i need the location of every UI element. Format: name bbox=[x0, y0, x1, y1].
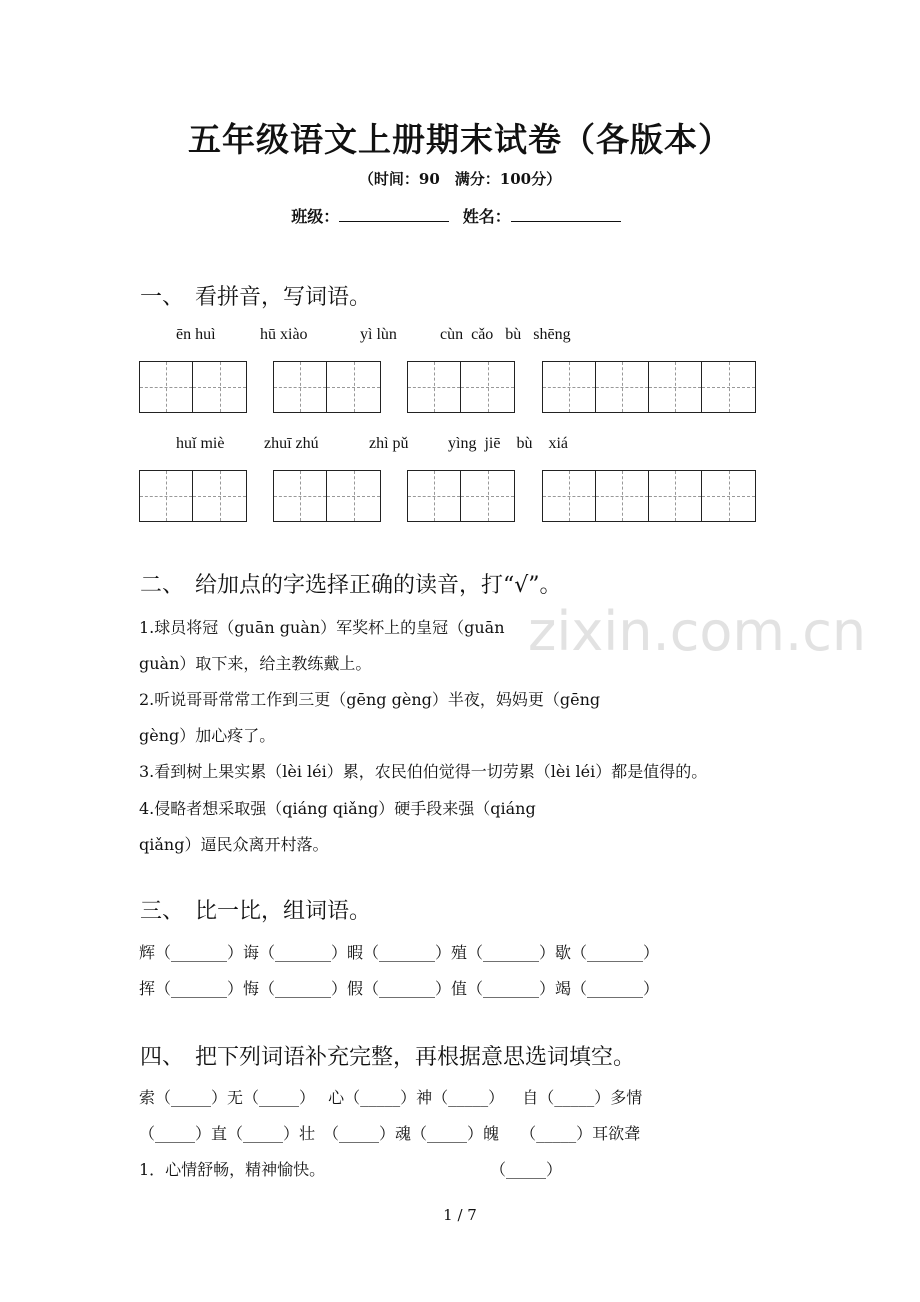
pinyin-label: zhì pǔ bbox=[369, 435, 409, 452]
section-2-heading: 二、 给加点的字选择正确的读音，打“√”。 bbox=[140, 573, 562, 598]
question-line: 2.听说哥哥常常工作到三更（gēng gèng）半夜，妈妈更（gēng bbox=[139, 690, 601, 709]
writing-grid[interactable] bbox=[273, 470, 381, 522]
pinyin-label: yìng jiē bù xiá bbox=[448, 435, 568, 452]
pinyin-label: hū xiào bbox=[260, 326, 308, 343]
class-blank[interactable] bbox=[339, 207, 449, 222]
pinyin-label: yì lùn bbox=[360, 326, 397, 343]
writing-grid[interactable] bbox=[542, 470, 756, 522]
writing-grid[interactable] bbox=[139, 470, 247, 522]
fill-item-blank[interactable]: （_____） bbox=[490, 1160, 563, 1179]
question-line: qiǎng）逼民众离开村落。 bbox=[139, 835, 329, 854]
writing-grid[interactable] bbox=[407, 470, 515, 522]
idiom-row: 索（_____）无（_____） 心（_____）神（_____） 自（_____）多情 bbox=[139, 1088, 643, 1107]
name-blank[interactable] bbox=[511, 207, 621, 222]
writing-grid[interactable] bbox=[139, 361, 247, 413]
page-number: 1 / 7 bbox=[443, 1206, 477, 1224]
word-group-row: 辉（_______）诲（_______）暇（_______）殖（_______）歇（_______） bbox=[139, 943, 660, 962]
pinyin-label: huǐ miè bbox=[176, 435, 225, 452]
name-label: 姓名： bbox=[462, 207, 511, 226]
page-title: 五年级语文上册期末试卷（各版本） bbox=[188, 120, 732, 159]
writing-grid[interactable] bbox=[407, 361, 515, 413]
student-info-line bbox=[0, 204, 920, 227]
exam-subtitle: （时间：90 满分：100分） bbox=[358, 170, 562, 188]
question-line: 4.侵略者想采取强（qiáng qiǎng）硬手段来强（qiáng bbox=[139, 799, 536, 818]
pinyin-label: cùn cǎo bù shēng bbox=[440, 326, 571, 343]
section-4-heading: 四、 把下列词语补充完整，再根据意思选词填空。 bbox=[140, 1045, 636, 1070]
word-group-row: 挥（_______）悔（_______）假（_______）值（_______）竭（_______） bbox=[139, 979, 660, 998]
idiom-row: （_____）直（_____）壮 （_____）魂（_____）魄 （_____）耳欲聋 bbox=[139, 1124, 641, 1143]
pinyin-label: ēn huì bbox=[176, 326, 216, 343]
writing-grid[interactable] bbox=[542, 361, 756, 413]
section-3-heading: 三、 比一比，组词语。 bbox=[140, 899, 372, 924]
watermark: zixin.com.cn bbox=[528, 600, 867, 663]
pinyin-label: zhuī zhú bbox=[264, 435, 319, 452]
question-line: guàn）取下来，给主教练戴上。 bbox=[139, 654, 372, 673]
question-line: 3.看到树上果实累（lèi léi）累，农民伯伯觉得一切劳累（lèi léi）都是值得的。 bbox=[139, 762, 708, 781]
class-label: 班级： bbox=[291, 207, 340, 226]
section-1-heading: 一、 看拼音，写词语。 bbox=[140, 285, 372, 310]
question-line: 1.球员将冠（guān guàn）军奖杯上的皇冠（guān bbox=[139, 618, 505, 637]
fill-item-text: 1．心情舒畅，精神愉快。 bbox=[139, 1160, 326, 1179]
question-line: gèng）加心疼了。 bbox=[139, 726, 276, 745]
writing-grid[interactable] bbox=[273, 361, 381, 413]
